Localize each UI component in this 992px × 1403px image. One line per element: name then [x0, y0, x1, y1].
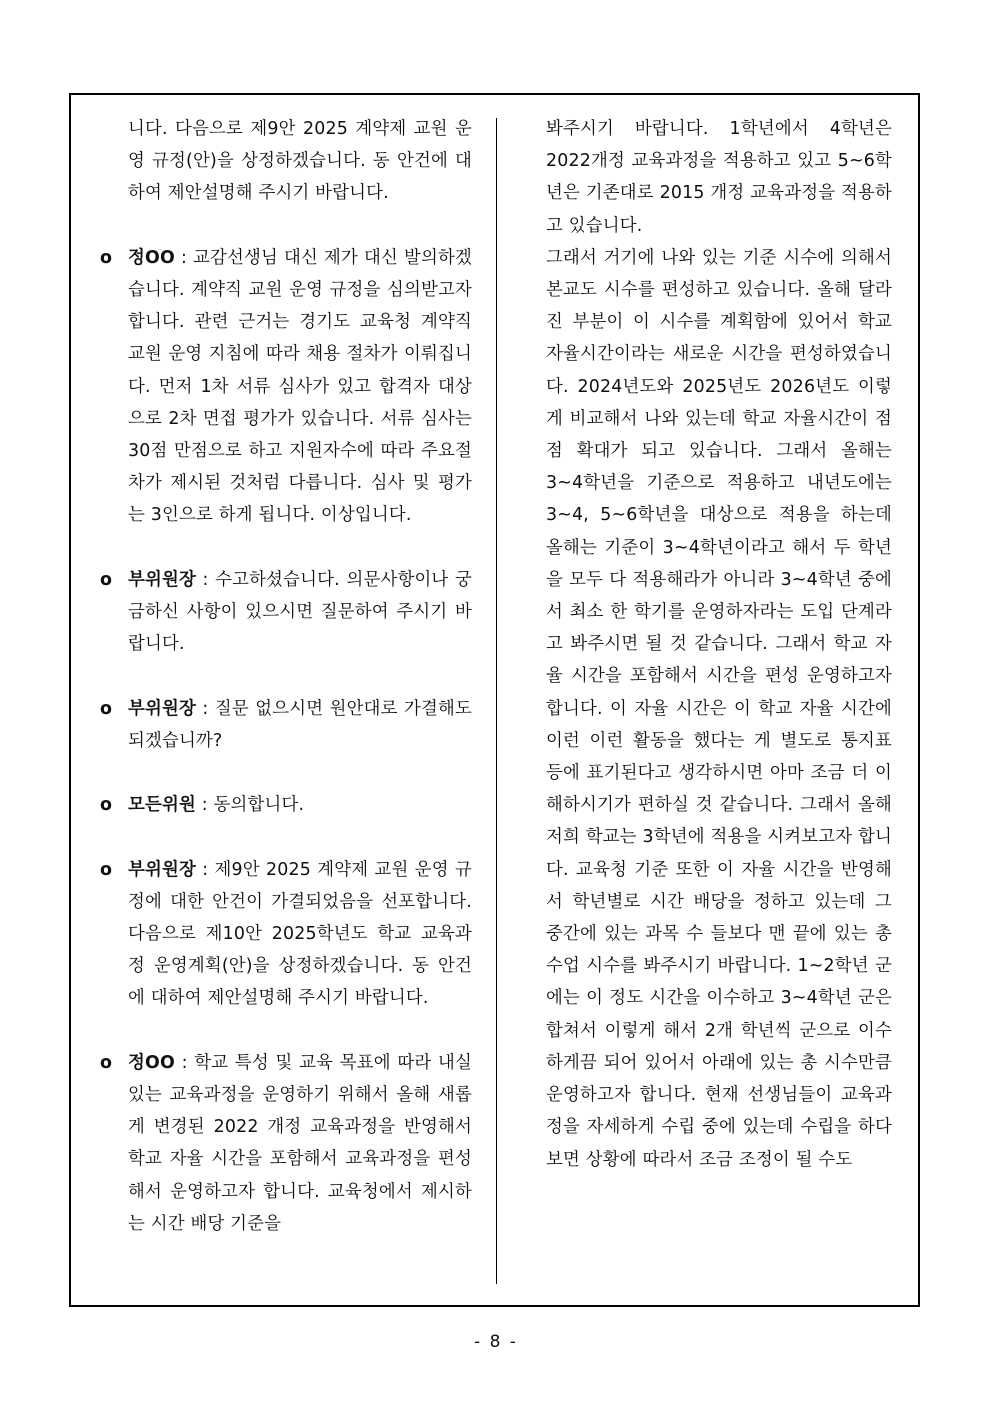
- speech-4: [100, 789, 472, 821]
- right-column: [546, 113, 892, 1176]
- speaker-name: 부위원장: [128, 859, 196, 880]
- right-paragraph-1: 봐주시기 바랍니다. 1학년에서 4학년은 2022개정 교육과정을 적용하고 있고 5~6학년은 기존대로 2015 개정 교육과정을 적용하고 있습니다.: [546, 119, 892, 236]
- speech-text: : 제9안 2025 계약제 교원 운영 규정에 대한 안건이 가결되었음을 선포합니다. 다음으로 제10안 2025학년도 학교 교육과정 운영계획(안)을 상정하겠습니다. 동 안건에 대하여 제안설명해 주시기 바랍니다.: [128, 859, 472, 1009]
- bullet-icon: o: [100, 569, 113, 590]
- speech-text: : 질문 없으시면 원안대로 가결해도 되겠습니까?: [128, 698, 472, 751]
- bullet-icon: o: [100, 795, 113, 816]
- bullet-icon: o: [100, 247, 113, 268]
- speaker-name: 정OO: [128, 1052, 175, 1073]
- page-number: - 8 -: [474, 1332, 518, 1352]
- speech-text: : 동의합니다.: [196, 795, 305, 816]
- speech-text: : 수고하셨습니다. 의문사항이나 궁금하신 사항이 있으시면 질문하여 주시기 바랍니다.: [128, 569, 472, 655]
- speaker-name: 정OO: [128, 247, 175, 268]
- speech-2: [100, 564, 472, 661]
- speech-text: : 교감선생님 대신 제가 대신 발의하겠습니다. 계약직 교원 운영 규정을 심의받고자 합니다. 관련 근거는 경기도 교육청 계약직 교원 운영 지침에 따라 채용 절차가 이뤄집니다. 먼저 1차 서류 심사가 있고 합격자 대상으로 2차 면접 평가가 있습니다. 서류 심사는 30점 만점으로 하고 지원자수에 따라 주요절차가 제시된 것처럼 다릅니다. 심사 및 평가는 3인으로 하게 됩니다. 이상입니다.: [128, 247, 472, 526]
- speech-text: : 학교 특성 및 교육 목표에 따라 내실 있는 교육과정을 운영하기 위해서 올해 새롭게 변경된 2022 개정 교육과정을 반영해서 학교 자율 시간을 포함해서 교육과정을 편성해서 운영하고자 합니다. 교육청에서 제시하는 시간 배당 기준을: [128, 1052, 472, 1234]
- right-paragraph-2: 그래서 거기에 나와 있는 기준 시수에 의해서 본교도 시수를 편성하고 있습니다. 올해 달라진 부분이 이 시수를 계획함에 있어서 학교 자율시간이라는 새로운 시간을 편성하였습니다. 2024년도와 2025년도 2026년도 이렇게 비교해서 나와 있는데 학교 자율시간이 점점 확대가 되고 있습니다. 그래서 올해는 3~4학년을 기준으로 적용하고 내년도에는 3~4, 5~6학년을 대상으로 적용을 하는데 올해는 기준이 3~4학년이라고 해서 두 학년을 모두 다 적용해라가 아니라 3~4학년 중에서 최소 한 학기를 운영하자라는 도입 단계라고 봐주시면 될 것 같습니다. 그래서 학교 자율 시간을 포함해서 시간을 편성 운영하고자 합니다. 이 자율 시간은 이 학교 자율 시간에 이런 이런 활동을 했다는 게 별도로 통지표 등에 표기된다고 생각하시면 아마 조금 더 이해하시기가 편하실 것 같습니다. 그래서 올해 저희 학교는 3학년에 적용을 시켜보고자 합니다. 교육청 기준 또한 이 자율 시간을 반영해서 학년별로 시간 배당을 정하고 있는데 그 중간에 있는 과목 수 들보다 맨 끝에 있는 총 수업 시수를 봐주시기 바랍니다. 1~2학년 군에는 이 정도 시간을 이수하고 3~4학년 군은 합쳐서 이렇게 해서 2개 학년씩 군으로 이수하게끔 되어 있어서 아래에 있는 총 시수만큼 운영하고자 합니다. 현재 선생님들이 교육과정을 자세하게 수립 중에 있는데 수립을 하다 보면 상황에 따라서 조금 조정이 될 수도: [546, 247, 892, 1170]
- bullet-icon: o: [100, 698, 113, 719]
- speech-5: [100, 854, 472, 1015]
- speaker-name: 모든위원: [128, 795, 196, 816]
- bullet-icon: o: [100, 1052, 113, 1073]
- speech-1: [100, 242, 472, 532]
- speech-3: [100, 693, 472, 757]
- bullet-icon: o: [100, 859, 113, 880]
- column-divider: [496, 118, 497, 1284]
- left-column: [100, 113, 472, 1240]
- speaker-name: 부위원장: [128, 698, 196, 719]
- speech-6: [100, 1047, 472, 1240]
- speaker-name: 부위원장: [128, 569, 196, 590]
- intro-paragraph: 니다. 다음으로 제9안 2025 계약제 교원 운영 규정(안)을 상정하겠습니다. 동 안건에 대하여 제안설명해 주시기 바랍니다.: [128, 119, 472, 204]
